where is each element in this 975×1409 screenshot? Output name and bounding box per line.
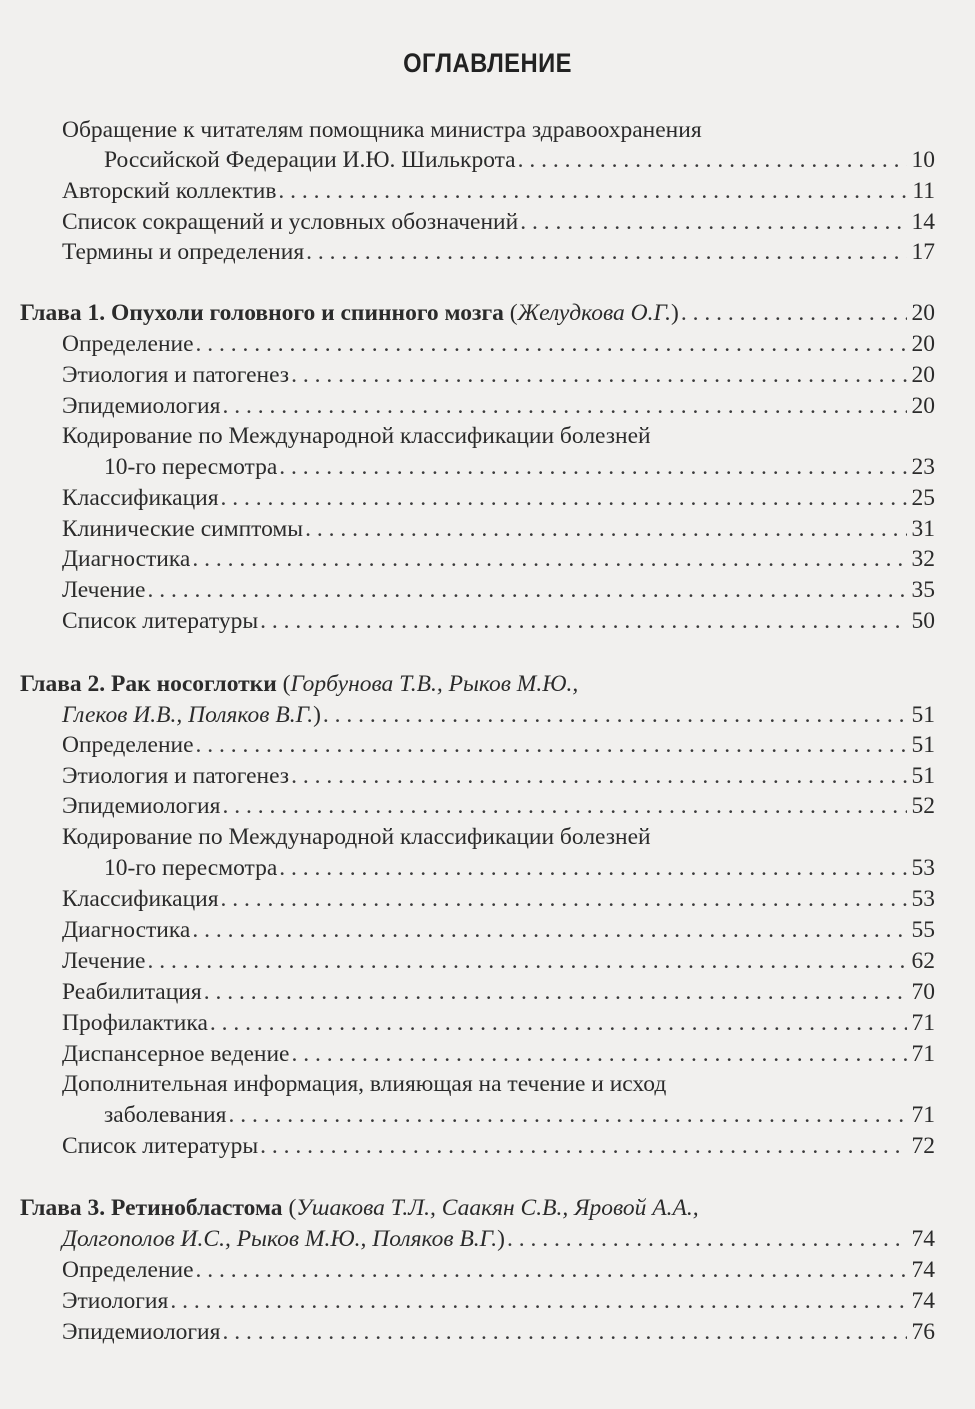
toc-entry-additional-line1: Дополнительная информация, влияющая на течение и исход	[62, 1071, 667, 1097]
page-number: 14	[911, 209, 935, 235]
toc-entry: Определение . . . 51	[62, 731, 935, 759]
page-number: 20	[911, 331, 935, 357]
toc-entry: Этиология и патогенез . . . 51	[62, 762, 935, 790]
toc-entry: Список литературы . . . 50	[62, 607, 935, 635]
chapter-authors: Желудкова О.Г.	[517, 300, 671, 326]
toc-entry: Диагностика . . . 55	[62, 916, 935, 944]
toc-entry: Этиология и патогенез . . . 20	[62, 361, 935, 389]
page-number: 55	[911, 917, 935, 943]
page-number: 71	[911, 1102, 935, 1128]
chapter-authors: Долгополов И.С., Рыков М.Ю., Поляков В.Г.	[62, 1226, 498, 1252]
toc-entry-address: Российской Федерации И.Ю. Шилькрота . . . 10	[104, 146, 935, 174]
toc-entry: Реабилитация . . . 70	[62, 978, 935, 1006]
toc-entry: Этиология . . . 74	[62, 1287, 935, 1315]
chapter-authors: Глеков И.В., Поляков В.Г.	[62, 702, 314, 728]
chapter-3-heading: Глава 3. Ретинобластома (Ушакова Т.Л., Саакян С.В., Яровой А.А.,	[20, 1195, 699, 1221]
chapter-2-heading-cont: Глеков И.В., Поляков В.Г.) . . . 51	[62, 701, 935, 729]
page-number: 20	[911, 362, 935, 388]
toc-entry: Лечение . . . 35	[62, 576, 935, 604]
toc-entry-icd-line1: Кодирование по Международной классификации болезней	[62, 824, 651, 850]
page-number: 20	[911, 300, 935, 326]
page-number: 52	[911, 793, 935, 819]
page-number: 74	[911, 1257, 935, 1283]
page-number: 31	[911, 516, 935, 542]
page-number: 17	[911, 239, 935, 265]
toc-entry: 10-го пересмотра . . . 23	[104, 453, 935, 481]
page-number: 32	[911, 546, 935, 572]
page-number: 53	[911, 886, 935, 912]
chapter-2-heading: Глава 2. Рак носоглотки (Горбунова Т.В., Рыков М.Ю.,	[20, 671, 579, 697]
page-number: 25	[911, 485, 935, 511]
page-number: 70	[911, 979, 935, 1005]
toc-entry: Эпидемиология . . . 52	[62, 792, 935, 820]
page-number: 74	[911, 1288, 935, 1314]
page-number: 20	[911, 393, 935, 419]
toc-entry: Эпидемиология . . . 76	[62, 1318, 935, 1346]
toc-entry: Определение . . . 74	[62, 1256, 935, 1284]
page-number: 72	[911, 1133, 935, 1159]
page-number: 71	[911, 1010, 935, 1036]
toc-entry-icd-line1: Кодирование по Международной классификации болезней	[62, 423, 651, 449]
page-title: ОГЛАВЛЕНИЕ	[403, 48, 572, 78]
page-number: 35	[911, 577, 935, 603]
chapter-1-heading: Глава 1. Опухоли головного и спинного мозга (Желудкова О.Г.) . . . 20	[20, 299, 935, 327]
page-number: 10	[911, 147, 935, 173]
page-number: 71	[911, 1041, 935, 1067]
page-number: 50	[911, 608, 935, 634]
toc-entry: Клинические симптомы . . . 31	[62, 515, 935, 543]
toc-entry-address-line1: Обращение к читателям помощника министра здравоохранения	[62, 117, 702, 143]
page-number: 51	[911, 763, 935, 789]
toc-entry: Эпидемиология . . . 20	[62, 392, 935, 420]
toc-entry-authors: Авторский коллектив . . . 11	[62, 177, 935, 205]
page-number: 51	[911, 732, 935, 758]
toc-entry: 10-го пересмотра . . . 53	[104, 854, 935, 882]
toc-entry: Профилактика . . . 71	[62, 1009, 935, 1037]
page-number: 23	[911, 454, 935, 480]
toc-entry: Диспансерное ведение . . . 71	[62, 1040, 935, 1068]
chapter-authors: Горбунова Т.В., Рыков М.Ю.,	[290, 671, 579, 697]
chapter-3-heading-cont: Долгополов И.С., Рыков М.Ю., Поляков В.Г.) . . . 74	[62, 1225, 935, 1253]
toc-entry: Классификация . . . 25	[62, 484, 935, 512]
toc-entry: Определение . . . 20	[62, 330, 935, 358]
toc-entry: Диагностика . . . 32	[62, 545, 935, 573]
toc-entry-abbreviations: Список сокращений и условных обозначений . . . 14	[62, 208, 935, 236]
page-number: 76	[911, 1319, 935, 1345]
page-number: 11	[912, 178, 935, 204]
page-number: 53	[911, 855, 935, 881]
toc-entry-terms: Термины и определения . . . 17	[62, 238, 935, 266]
toc-entry: Список литературы . . . 72	[62, 1132, 935, 1160]
chapter-authors: Ушакова Т.Л., Саакян С.В., Яровой А.А.,	[296, 1195, 699, 1221]
page-number: 74	[911, 1226, 935, 1252]
page-number: 51	[911, 702, 935, 728]
toc-entry: Классификация . . . 53	[62, 885, 935, 913]
toc-entry: заболевания . . . 71	[104, 1101, 935, 1129]
toc-entry: Лечение . . . 62	[62, 947, 935, 975]
page-number: 62	[911, 948, 935, 974]
